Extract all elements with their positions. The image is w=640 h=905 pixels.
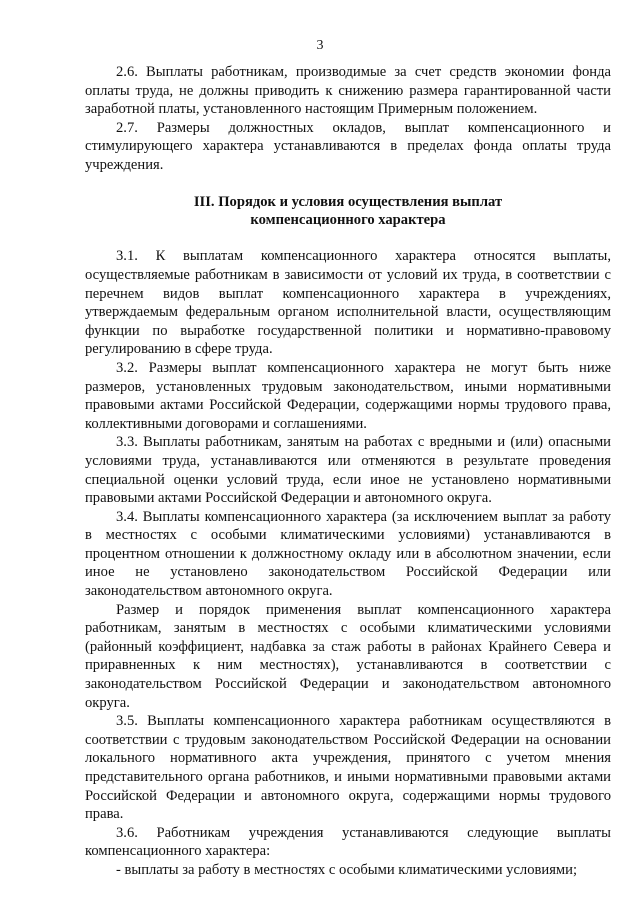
paragraph-2-7: 2.7. Размеры должностных окладов, выплат компенсационного и стимулирующего характера устанавливаются в пределах фонда оплаты труда учреждения. <box>85 119 611 173</box>
paragraph-2-6: 2.6. Выплаты работникам, производимые за счет средств экономии фонда оплаты труда, не должны приводить к снижению размера гарантированной части заработной платы, установленного настоящим Примерным положением. <box>85 64 611 118</box>
section-heading <box>85 193 611 230</box>
paragraph-3-3: 3.3. Выплаты работникам, занятым на работах с вредными и (или) опасными условиями труда, устанавливаются или отменяются в результате проведения специальной оценки условий труда, если иное не установлено нормативными правовыми актами Российской Федерации и автономного округа. <box>85 434 611 507</box>
paragraph-3-2: 3.2. Размеры выплат компенсационного характера не могут быть ниже размеров, установленных трудовым законодательством, иными нормативными правовыми актами Российской Федерации, содержащими нормы трудового права, коллективными договорами и соглашениями. <box>85 359 611 432</box>
paragraph-3-6: 3.6. Работникам учреждения устанавливаются следующие выплаты компенсационного характера: <box>85 824 611 860</box>
list-item: - выплаты за работу в местностях с особыми климатическими условиями; <box>116 861 578 878</box>
paragraph-3-4-continued: Размер и порядок применения выплат компенсационного характера работникам, занятым в местностях с особыми климатическими условиями (районный коэффициент, надбавка за стаж работы в районах Крайнего Севера и приравненных к ним местностях), устанавливаются в соответствии с законодательством Российской Федерации и законодательством автономного округа. <box>85 601 611 711</box>
paragraph-3-4: 3.4. Выплаты компенсационного характера (за исключением выплат за работу в местностях с особыми климатическими условиями) устанавливаются в процентном отношении к должностному окладу или в абсолютном значении, если иное не установлено законодательством Российской Федерации или законодательством автономного округа. <box>85 508 611 600</box>
section-heading-line-1: III. Порядок и условия осуществления выплат <box>193 193 503 210</box>
paragraph-3-1: 3.1. К выплатам компенсационного характера относятся выплаты, осуществляемые работникам в зависимости от условий их труда, в соответствии с перечнем видов выплат компенсационного характера в учреждениях, утверждаемым федеральным органом исполнительной власти, осуществляющим функции по выработке государственной политики и нормативно-правовому регулированию в сфере труда. <box>85 248 611 358</box>
paragraph-3-5: 3.5. Выплаты компенсационного характера работникам осуществляются в соответствии с трудовым законодательством Российской Федерации на основании локального нормативного акта учреждения, принятого с учетом мнения представительного органа работников, и иными нормативными правовыми актами Российской Федерации и автономного округа, содержащими нормы трудового права. <box>85 713 611 823</box>
document-body <box>85 63 611 880</box>
section-heading-line-2: компенсационного характера <box>250 211 446 228</box>
page-number: 3 <box>316 38 324 53</box>
